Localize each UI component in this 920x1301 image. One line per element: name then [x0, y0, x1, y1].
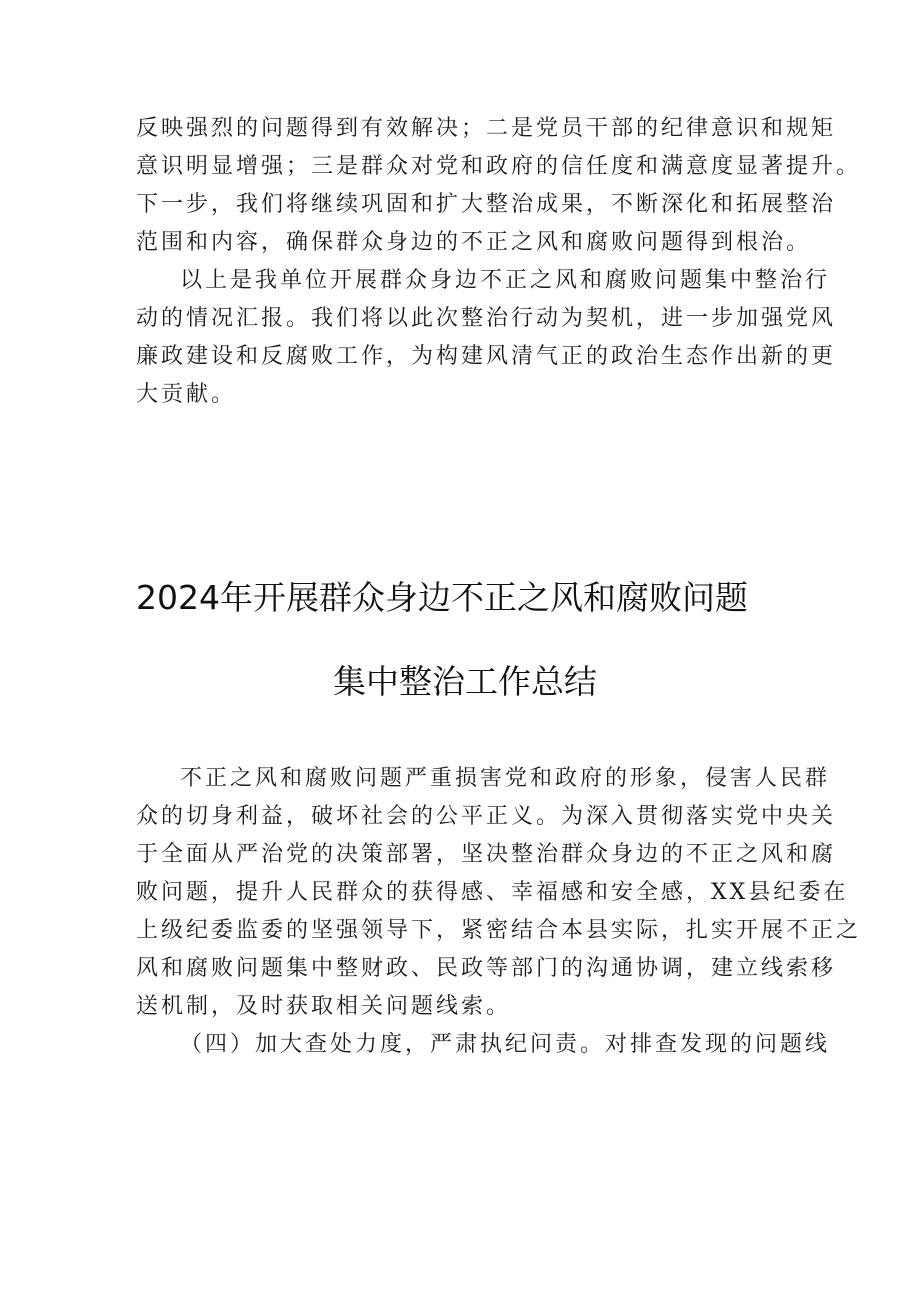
report-conclusion-text	[136, 110, 862, 414]
paragraph-line: 不正之风和腐败问题严重损害党和政府的形象，侵害人民群	[180, 766, 831, 791]
paragraph-line: 送机制，及时获取相关问题线索。	[136, 994, 512, 1019]
paragraph-line: 以上是我单位开展群众身边不正之风和腐败问题集中整治行	[180, 268, 831, 293]
summary-intro-text	[136, 760, 862, 1064]
paragraph-line: 廉政建设和反腐败工作，为构建风清气正的政治生态作出新的更	[136, 344, 837, 369]
paragraph-line: 意识明显增强；三是群众对党和政府的信任度和满意度显著提升。	[136, 154, 862, 179]
paragraph-line: 于全面从严治党的决策部署，坚决整治群众身边的不正之风和腐	[136, 842, 837, 867]
paragraph-line: 大贡献。	[136, 382, 237, 407]
paragraph-line: 范围和内容，确保群众身边的不正之风和腐败问题得到根治。	[136, 230, 812, 255]
paragraph-line: 败问题，提升人民群众的获得感、幸福感和安全感，XX县纪委在	[136, 880, 849, 905]
document-title-line-2: 集中整治工作总结	[333, 662, 597, 701]
document-title-line-1: 2024年开展群众身边不正之风和腐败问题	[136, 578, 748, 617]
paragraph-line: 动的情况汇报。我们将以此次整治行动为契机，进一步加强党风	[136, 306, 837, 331]
paragraph-line: 下一步，我们将继续巩固和扩大整治成果，不断深化和拓展整治	[136, 192, 837, 217]
section-heading-item-four: （四）加大查处力度，严肃执纪问责。对排查发现的问题线	[180, 1032, 831, 1057]
paragraph-line: 风和腐败问题集中整财政、民政等部门的沟通协调，建立线索移	[136, 956, 837, 981]
paragraph-line: 上级纪委监委的坚强领导下，紧密结合本县实际，扎实开展不正之	[136, 918, 862, 943]
paragraph-line: 众的切身利益，破坏社会的公平正义。为深入贯彻落实党中央关	[136, 804, 837, 829]
paragraph-line: 反映强烈的问题得到有效解决；二是党员干部的纪律意识和规矩	[136, 116, 837, 141]
